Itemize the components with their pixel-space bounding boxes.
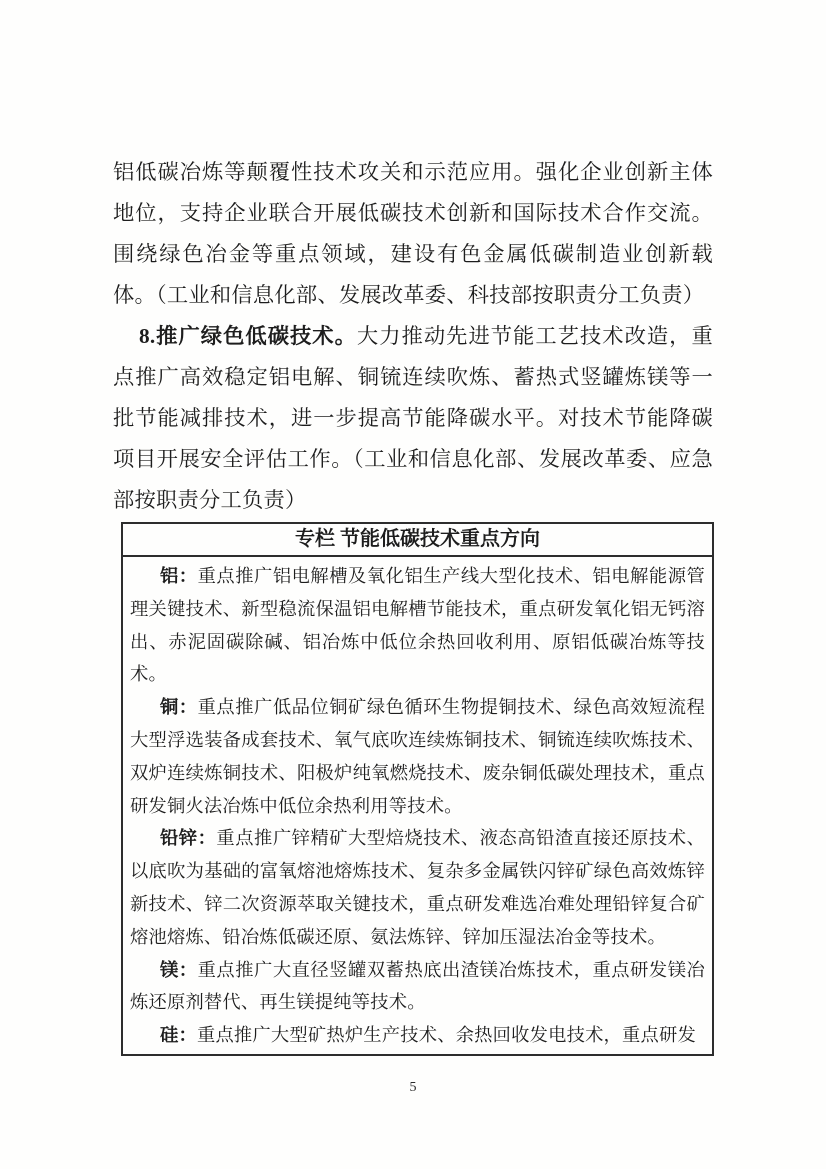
callout-box-item-label: 铅锌： bbox=[160, 828, 217, 849]
callout-box-item-magnesium bbox=[130, 954, 705, 1020]
callout-box-item-text: 重点推广锌精矿大型焙烧技术、液态高铅渣直接还原技术、以底吹为基础的富氧熔池熔炼技术、复杂多金属铁闪锌矿绿色高效炼锌新技术、锌二次资源萃取关键技术，重点研发难选冶难处理铅锌复合矿熔池熔炼、铅冶炼低碳还原、氨法炼锌、锌加压湿法冶金等技术。 bbox=[130, 828, 705, 947]
document-body bbox=[113, 152, 713, 1056]
callout-box-item-text: 重点推广低品位铜矿绿色循环生物提铜技术、绿色高效短流程大型浮选装备成套技术、氧气底吹连续炼铜技术、铜锍连续吹炼技术、双炉连续炼铜技术、阳极炉纯氧燃烧技术、废杂铜低碳处理技术，重点研发铜火法冶炼中低位余热利用等技术。 bbox=[130, 697, 705, 816]
paragraph-text: 大力推动先进节能工艺技术改造，重点推广高效稳定铝电解、铜锍连续吹炼、蓄热式竖罐炼镁等一批节能减排技术，进一步提高节能降碳水平。对技术节能降碳项目开展安全评估工作。（工业和信息化部、发展改革委、应急部按职责分工负责） bbox=[113, 324, 713, 512]
callout-box-item-copper bbox=[130, 691, 705, 822]
callout-box-item-label: 铝： bbox=[160, 566, 198, 586]
page-number: 5 bbox=[409, 1080, 417, 1095]
callout-box-item-aluminum bbox=[130, 560, 705, 691]
callout-box-item-label: 硅： bbox=[160, 1025, 197, 1046]
callout-box-item-label: 镁： bbox=[160, 959, 198, 980]
paragraph-lead-bold: 8.推广绿色低碳技术。 bbox=[139, 324, 357, 348]
callout-box-body bbox=[123, 557, 712, 1054]
callout-box-item-text: 重点推广大直径竖罐双蓄热底出渣镁冶炼技术，重点研发镁冶炼还原剂替代、再生镁提纯等技术。 bbox=[130, 959, 705, 1013]
callout-box-item-text: 重点推广铝电解槽及氧化铝生产线大型化技术、铝电解能源管理关键技术、新型稳流保温铝电解槽节能技术，重点研发氧化铝无钙溶出、赤泥固碳除碱、铝冶炼中低位余热回收利用、原铝低碳冶炼等技术。 bbox=[130, 566, 705, 685]
callout-box-item-text: 重点推广大型矿热炉生产技术、余热回收发电技术，重点研发 bbox=[196, 1025, 696, 1046]
callout-box-item-lead-zinc bbox=[130, 822, 705, 953]
callout-box-item-label: 铜： bbox=[160, 697, 198, 718]
callout-box-title: 专栏 节能低碳技术重点方向 bbox=[123, 524, 712, 557]
body-paragraph-continuation: 铝低碳冶炼等颠覆性技术攻关和示范应用。强化企业创新主体地位，支持企业联合开展低碳技术创新和国际技术合作交流。围绕绿色冶金等重点领域，建设有色金属低碳制造业创新载体。（工业和信息化部、发展改革委、科技部按职责分工负责） bbox=[113, 160, 713, 307]
body-paragraph-item-8 bbox=[113, 316, 713, 521]
callout-box-item-silicon bbox=[130, 1019, 705, 1052]
callout-box bbox=[121, 522, 714, 1056]
